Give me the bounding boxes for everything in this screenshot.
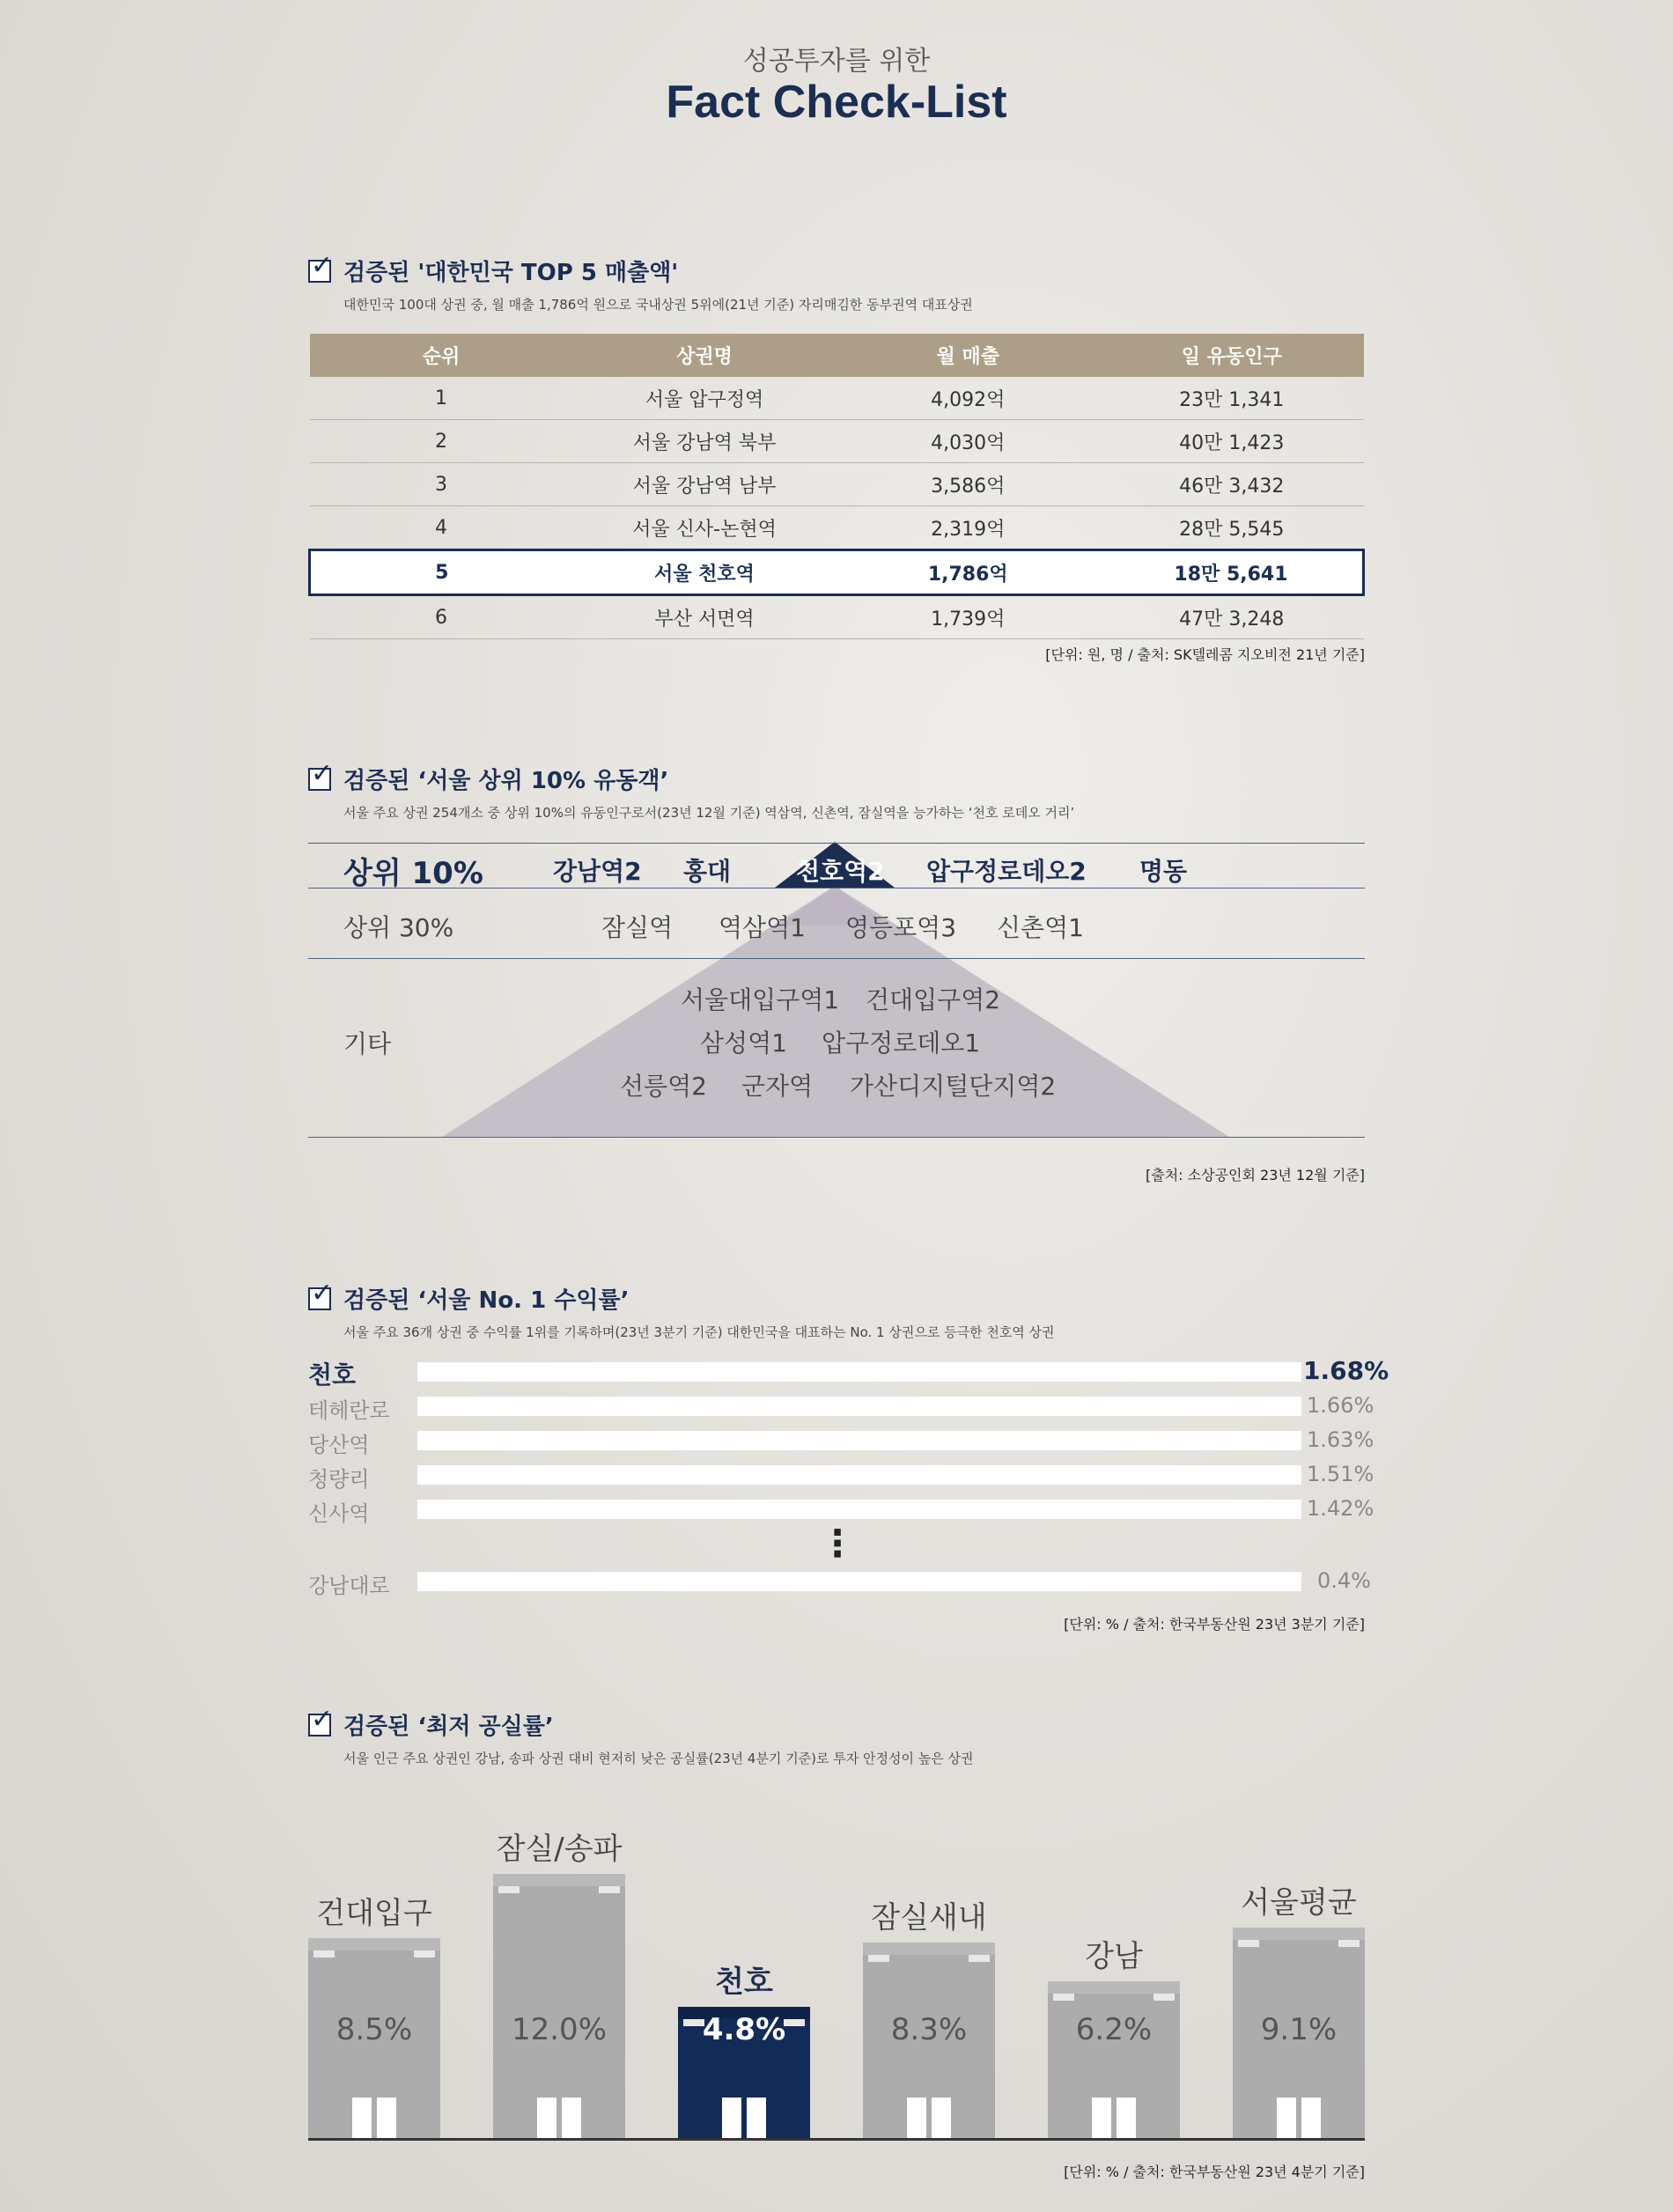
tier2-label: 상위 30% [343, 913, 454, 942]
section3-source: [단위: % / 출처: 한국부동산원 23년 3분기 기준] [1064, 1616, 1365, 1633]
section3-description: 서울 주요 36개 상권 중 수익률 1위를 기록하며(23년 3분기 기준) 대한민국을 대표하는 No. 1 상권으로 등극한 천호역 상권 [343, 1324, 1055, 1340]
building-bar [493, 1874, 625, 2140]
cell-population: 47만 3,248 [1100, 595, 1364, 639]
building-name-label: 서울평균 [1241, 1885, 1357, 1921]
tier1-item-highlighted: 천호역2 [796, 857, 885, 886]
door-window [1301, 2098, 1321, 2140]
cell-rank: 2 [310, 420, 573, 463]
roof-window [1338, 1940, 1360, 1947]
tier1-item: 강남역2 [553, 857, 642, 886]
section1-title-text: 검증된 '대한민국 TOP 5 매출액' [343, 260, 679, 286]
building-bar [308, 1938, 440, 2140]
yield-label: 천호 [308, 1360, 357, 1390]
checkbox-icon: ✓ [308, 768, 331, 791]
door-window [352, 2098, 372, 2140]
tier2-item: 역삼역1 [719, 913, 806, 942]
building-bar [863, 1943, 995, 2140]
section2-source: [출처: 소상공인회 23년 12월 기준] [1146, 1167, 1365, 1183]
building-name-label: 잠실새내 [871, 1900, 987, 1936]
building-name-label: 잠실/송파 [496, 1832, 623, 1867]
table-row-highlighted [310, 550, 1364, 595]
cell-sales: 3,586억 [836, 463, 1100, 506]
cell-population: 40만 1,423 [1100, 420, 1364, 463]
yield-label: 청량리 [308, 1467, 370, 1492]
yield-value: 1.42% [1307, 1496, 1375, 1521]
section4-title [308, 1703, 554, 1741]
yield-value: 1.51% [1307, 1462, 1375, 1486]
yield-label: 당산역 [308, 1433, 370, 1457]
checkbox-icon: ✓ [308, 1714, 331, 1736]
door-window [562, 2098, 581, 2140]
door-window [1092, 2098, 1111, 2140]
yield-value: 1.63% [1307, 1427, 1375, 1452]
tier3-item: 압구정로데오1 [822, 1029, 981, 1058]
sales-ranking-table [308, 334, 1365, 639]
section1-source: [단위: 원, 명 / 출처: SK텔레콤 지오비전 21년 기준] [1045, 646, 1365, 663]
building-value-label: 8.5% [335, 2012, 413, 2047]
tier3-item: 선릉역2 [620, 1072, 707, 1101]
building-bar [1048, 1981, 1180, 2140]
checkbox-icon: ✓ [308, 260, 331, 283]
yield-bar [417, 1572, 1301, 1591]
yield-bar [417, 1397, 1301, 1416]
door-window [722, 2098, 741, 2140]
door-window [377, 2098, 396, 2140]
roof-window [1053, 1994, 1074, 2001]
tier3-item: 군자역 [741, 1072, 814, 1101]
cell-population: 46만 3,432 [1100, 463, 1364, 506]
roof-window [868, 1955, 889, 1962]
tier3-item: 가산디지털단지역2 [850, 1072, 1057, 1101]
cell-population: 28만 5,545 [1100, 506, 1364, 550]
yield-label: 테헤란로 [308, 1398, 390, 1423]
building-name-label: 강남 [1085, 1939, 1143, 1974]
cell-district: 부산 서면역 [572, 595, 836, 639]
roof-window [1238, 1940, 1259, 1947]
table-row [310, 377, 1364, 420]
section4-title-text: 검증된 ‘최저 공실률’ [343, 1714, 554, 1740]
pyramid-divider [308, 958, 1365, 959]
cell-rank: 6 [310, 595, 573, 639]
building-name-label: 건대입구 [316, 1896, 432, 1931]
cell-district: 서울 신사-논현역 [572, 506, 836, 550]
page-subtitle: 성공투자를 위한 [742, 46, 931, 77]
section2-title-text: 검증된 ‘서울 상위 10% 유동객’ [343, 768, 669, 794]
building-roof [1048, 1981, 1180, 1994]
table-row [310, 595, 1364, 639]
pyramid-divider [308, 1137, 1365, 1138]
building-roof [493, 1874, 625, 1886]
roof-window [414, 1950, 435, 1958]
section1-description: 대한민국 100대 상권 중, 월 매출 1,786억 원으로 국내상권 5위에(21년 기준) 자리매김한 동부권역 대표상권 [343, 297, 973, 313]
section2-description: 서울 주요 상권 254개소 중 상위 10%의 유동인구로서(23년 12월 기준) 역삼역, 신촌역, 잠실역을 능가하는 ‘천호 로데오 거리’ [343, 805, 1075, 821]
cell-sales: 4,092억 [836, 377, 1100, 420]
cell-rank: 4 [310, 506, 573, 550]
cell-population: 18만 5,641 [1100, 550, 1364, 595]
door-window [1117, 2098, 1136, 2140]
tier3-label: 기타 [343, 1029, 392, 1058]
table-row [310, 420, 1364, 463]
cell-population: 23만 1,341 [1100, 377, 1364, 420]
cell-sales: 2,319억 [836, 506, 1100, 550]
yield-bar [417, 1500, 1301, 1519]
column-header-district: 상권명 [572, 334, 836, 377]
column-header-monthly-sales: 월 매출 [836, 334, 1100, 377]
roof-window [599, 1886, 620, 1893]
door-window [537, 2098, 556, 2140]
section3-title [308, 1277, 630, 1315]
door-window [1277, 2098, 1296, 2140]
chart-baseline [308, 2138, 1365, 2141]
section4-description: 서울 인근 주요 상권인 강남, 송파 상권 대비 현저히 낮은 공실률(23년 4분기 기준)로 투자 안정성이 높은 상권 [343, 1751, 974, 1766]
roof-window [498, 1886, 520, 1893]
vacancy-rate-chart [308, 1788, 1365, 2140]
building-value-label: 4.8% [702, 2012, 786, 2047]
cell-district: 서울 강남역 북부 [572, 420, 836, 463]
tier1-label: 상위 10% [343, 856, 483, 891]
tier3-item: 건대입구역2 [866, 985, 1001, 1014]
yield-value: 1.68% [1303, 1356, 1389, 1385]
building-name-label: 천호 [715, 1965, 773, 2000]
door-window [907, 2098, 926, 2140]
table-row [310, 463, 1364, 506]
building-value-label: 6.2% [1075, 2012, 1153, 2047]
building-roof [1233, 1928, 1365, 1940]
yield-label: 신사역 [308, 1501, 370, 1526]
cell-district: 서울 압구정역 [572, 377, 836, 420]
column-header-daily-population: 일 유동인구 [1100, 334, 1364, 377]
tier3-item: 서울대입구역1 [681, 985, 840, 1014]
yield-label: 강남대로 [308, 1574, 390, 1598]
section1-title [308, 249, 679, 287]
door-window [747, 2098, 766, 2140]
page-title: Fact Check-List [666, 77, 1007, 128]
roof-window [1153, 1994, 1175, 2001]
tier2-item: 잠실역 [601, 913, 674, 942]
cell-rank: 1 [310, 377, 573, 420]
building-bar [1233, 1928, 1365, 2140]
cell-sales: 1,786억 [836, 550, 1100, 595]
roof-window [969, 1955, 990, 1962]
checkbox-icon: ✓ [308, 1287, 331, 1310]
building-value-label: 12.0% [511, 2012, 607, 2047]
section3-title-text: 검증된 ‘서울 No. 1 수익률’ [343, 1287, 630, 1314]
building-roof [308, 1938, 440, 1950]
section2-title [308, 757, 669, 795]
building-value-label: 9.1% [1260, 2012, 1338, 2047]
cell-rank: 3 [310, 463, 573, 506]
roof-window [313, 1950, 335, 1958]
yield-value: 0.4% [1317, 1568, 1371, 1593]
yield-value: 1.66% [1307, 1393, 1375, 1418]
cell-district: 서울 천호역 [572, 550, 836, 595]
building-bar [678, 2007, 810, 2140]
tier2-item: 신촌역1 [997, 913, 1084, 942]
pyramid-divider [308, 843, 1365, 844]
ellipsis-icon: ⋮ [819, 1522, 856, 1565]
cell-rank: 5 [310, 550, 573, 595]
cell-sales: 4,030억 [836, 420, 1100, 463]
yield-bar [417, 1465, 1301, 1485]
yield-bar [417, 1362, 1301, 1382]
tier2-item: 영등포역3 [845, 913, 957, 942]
tier1-item: 압구정로데오2 [926, 857, 1087, 886]
cell-district: 서울 강남역 남부 [572, 463, 836, 506]
table-row [310, 506, 1364, 550]
building-roof [863, 1943, 995, 1955]
table-header-row [310, 334, 1364, 377]
cell-sales: 1,739억 [836, 595, 1100, 639]
column-header-rank: 순위 [310, 334, 573, 377]
building-value-label: 8.3% [890, 2012, 968, 2047]
tier3-item: 삼성역1 [700, 1029, 787, 1058]
yield-bar [417, 1431, 1301, 1450]
tier1-item: 명동 [1139, 857, 1188, 886]
door-window [932, 2098, 951, 2140]
section4-source: [단위: % / 출처: 한국부동산원 23년 4분기 기준] [1064, 2164, 1365, 2180]
tier1-item: 홍대 [683, 857, 732, 886]
